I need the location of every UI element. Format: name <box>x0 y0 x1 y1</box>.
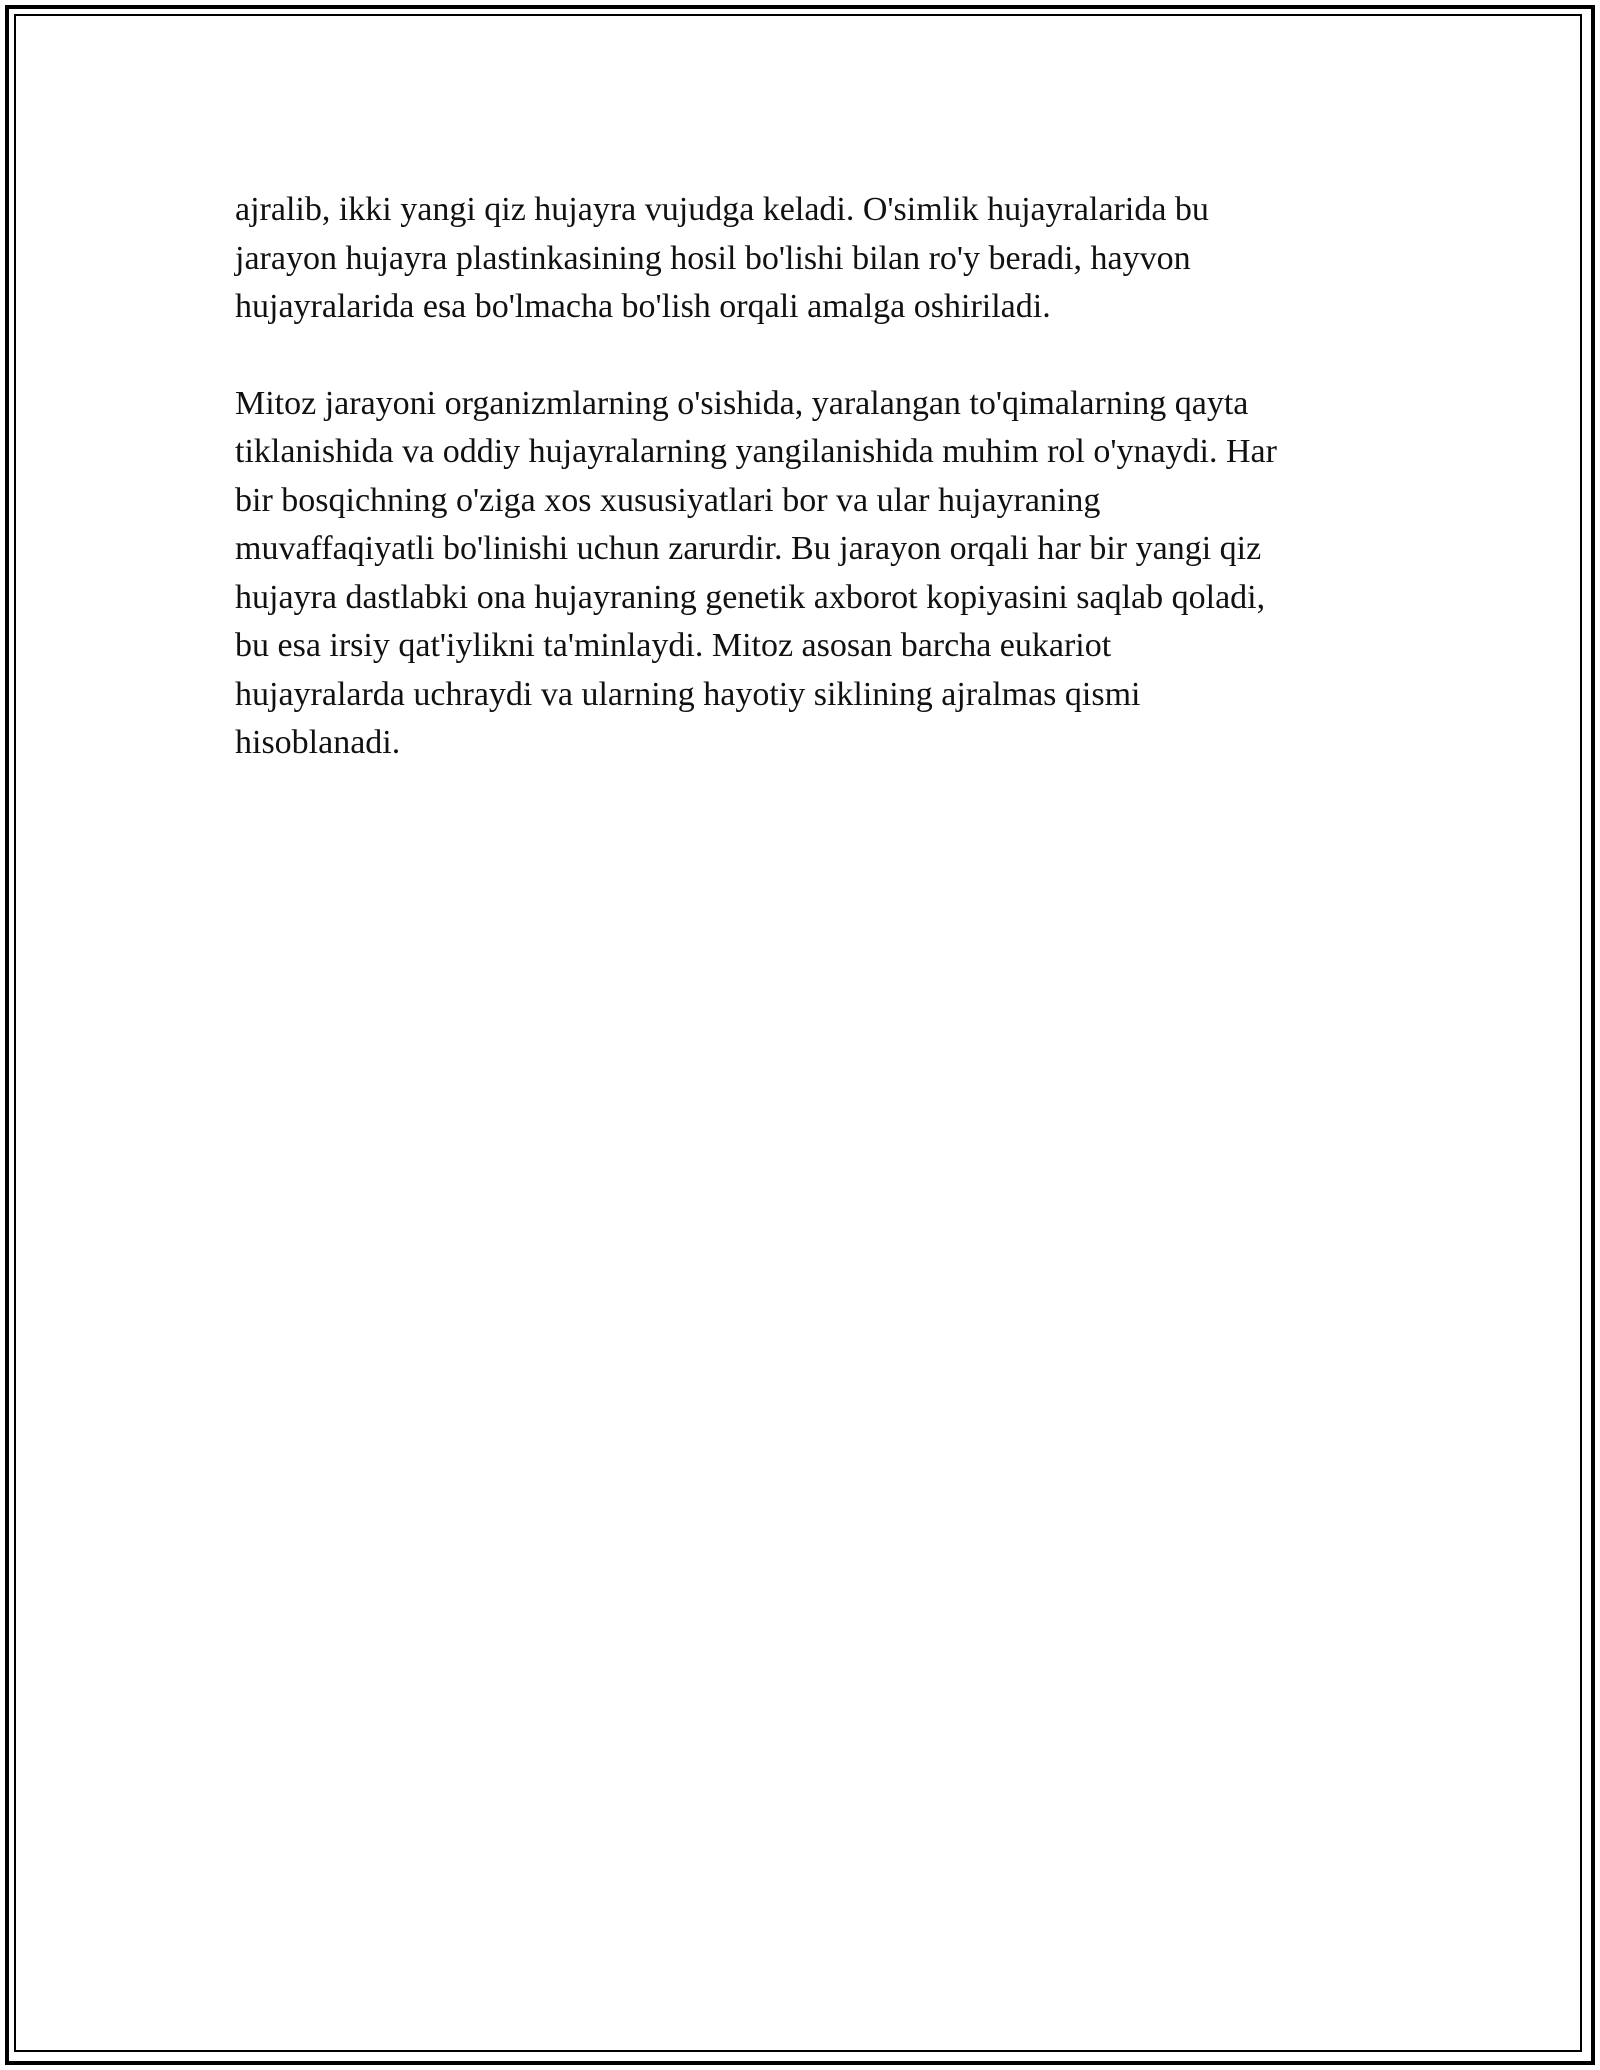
text-line: muvaffaqiyatli bo'linishi uchun zarurdir. Bu jarayon orqali har bir yangi qiz <box>235 530 1262 567</box>
text-line: hisoblanadi. <box>235 724 401 761</box>
text-line: ajralib, ikki yangi qiz hujayra vujudga keladi. O'simlik hujayralarida bu <box>235 191 1209 228</box>
page-body <box>235 186 1365 816</box>
text-line: hujayra dastlabki ona hujayraning genetik axborot kopiyasini saqlab qoladi, <box>235 578 1266 616</box>
text-line: jarayon hujayra plastinkasining hosil bo'lishi bilan ro'y beradi, hayvon <box>235 239 1191 277</box>
text-line: bir bosqichning o'ziga xos xususiyatlari bor va ular hujayraning <box>235 481 1101 519</box>
text-line: hujayralarda uchraydi va ularning hayotiy siklining ajralmas qismi <box>235 675 1141 713</box>
text-line: Mitoz jarayoni organizmlarning o'sishida, yaralangan to'qimalarning qayta <box>235 384 1249 422</box>
paragraph-2 <box>235 380 1365 768</box>
text-line: tiklanishida va oddiy hujayralarning yangilanishida muhim rol o'ynaydi. Har <box>235 433 1277 470</box>
text-line: hujayralarida esa bo'lmacha bo'lish orqali amalga oshiriladi. <box>235 288 1051 325</box>
text-line: bu esa irsiy qat'iylikni ta'minlaydi. Mitoz asosan barcha eukariot <box>235 627 1112 664</box>
paragraph-1 <box>235 186 1365 332</box>
